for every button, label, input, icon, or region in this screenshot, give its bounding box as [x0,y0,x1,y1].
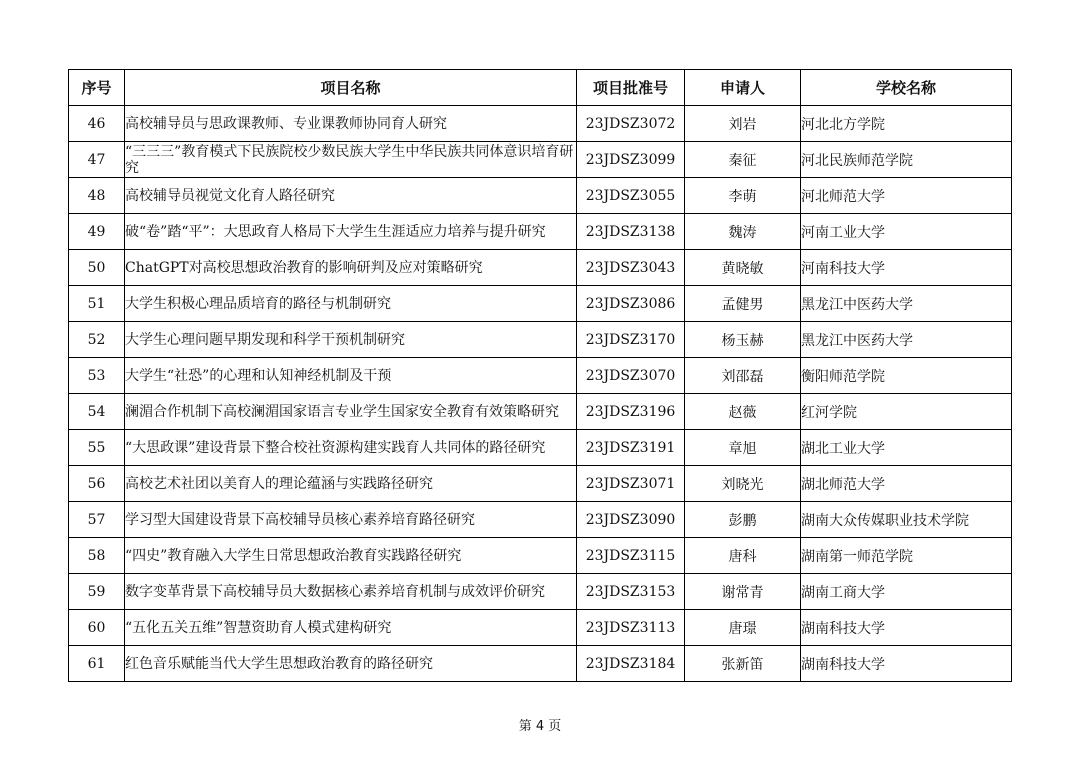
cell-title: 红色音乐赋能当代大学生思想政治教育的路径研究 [125,646,577,682]
cell-title: 高校辅导员视觉文化育人路径研究 [125,178,577,214]
cell-applicant: 章旭 [685,430,801,466]
cell-code: 23JDSZ3043 [577,250,685,286]
cell-school: 湖南大众传媒职业技术学院 [801,502,1012,538]
cell-applicant: 唐科 [685,538,801,574]
cell-applicant: 张新笛 [685,646,801,682]
cell-no: 54 [69,394,125,430]
cell-school: 红河学院 [801,394,1012,430]
cell-applicant: 秦征 [685,142,801,178]
cell-code: 23JDSZ3071 [577,466,685,502]
cell-no: 52 [69,322,125,358]
cell-school: 湖南工商大学 [801,574,1012,610]
cell-code: 23JDSZ3153 [577,574,685,610]
cell-no: 47 [69,142,125,178]
header-school: 学校名称 [801,70,1012,106]
cell-code: 23JDSZ3090 [577,502,685,538]
table-row [69,538,1012,574]
cell-title: 数字变革背景下高校辅导员大数据核心素养培育机制与成效评价研究 [125,574,577,610]
table-row [69,178,1012,214]
cell-applicant: 谢常青 [685,574,801,610]
table-row [69,322,1012,358]
cell-school: 湖南科技大学 [801,610,1012,646]
cell-no: 53 [69,358,125,394]
cell-applicant: 刘邵磊 [685,358,801,394]
cell-code: 23JDSZ3191 [577,430,685,466]
cell-title: 高校辅导员与思政课教师、专业课教师协同育人研究 [125,106,577,142]
table-row [69,286,1012,322]
cell-applicant: 杨玉赫 [685,322,801,358]
table-row [69,610,1012,646]
cell-applicant: 赵薇 [685,394,801,430]
page-number: 第 4 页 [518,719,562,734]
table-body [69,106,1012,682]
cell-no: 59 [69,574,125,610]
header-applicant: 申请人 [685,70,801,106]
cell-code: 23JDSZ3138 [577,214,685,250]
cell-code: 23JDSZ3196 [577,394,685,430]
cell-title: 学习型大国建设背景下高校辅导员核心素养培育路径研究 [125,502,577,538]
cell-title: 大学生“社恐”的心理和认知神经机制及干预 [125,358,577,394]
cell-no: 58 [69,538,125,574]
cell-applicant: 黄晓敏 [685,250,801,286]
cell-title: “四史”教育融入大学生日常思想政治教育实践路径研究 [125,538,577,574]
cell-applicant: 孟健男 [685,286,801,322]
cell-code: 23JDSZ3113 [577,610,685,646]
cell-code: 23JDSZ3055 [577,178,685,214]
cell-title: “三三三”教育模式下民族院校少数民族大学生中华民族共同体意识培育研究 [125,142,577,178]
cell-no: 50 [69,250,125,286]
cell-school: 湖南科技大学 [801,646,1012,682]
cell-school: 河北民族师范学院 [801,142,1012,178]
cell-no: 56 [69,466,125,502]
table-row [69,358,1012,394]
cell-applicant: 魏涛 [685,214,801,250]
cell-title: 澜湄合作机制下高校澜湄国家语言专业学生国家安全教育有效策略研究 [125,394,577,430]
cell-school: 衡阳师范学院 [801,358,1012,394]
cell-no: 55 [69,430,125,466]
header-no: 序号 [69,70,125,106]
cell-title: 高校艺术社团以美育人的理论蕴涵与实践路径研究 [125,466,577,502]
cell-title: 大学生积极心理品质培育的路径与机制研究 [125,286,577,322]
cell-title: ChatGPT对高校思想政治教育的影响研判及应对策略研究 [125,250,577,286]
table-row [69,250,1012,286]
cell-school: 河南工业大学 [801,214,1012,250]
cell-school: 黑龙江中医药大学 [801,286,1012,322]
cell-title: “五化五关五维”智慧资助育人模式建构研究 [125,610,577,646]
cell-no: 60 [69,610,125,646]
header-row [69,70,1012,106]
table-row [69,574,1012,610]
table-header [69,70,1012,106]
cell-no: 48 [69,178,125,214]
cell-applicant: 刘岩 [685,106,801,142]
cell-title: “大思政课”建设背景下整合校社资源构建实践育人共同体的路径研究 [125,430,577,466]
cell-applicant: 唐璟 [685,610,801,646]
cell-no: 57 [69,502,125,538]
table-row [69,430,1012,466]
cell-title: 破“卷”踏“平”：大思政育人格局下大学生生涯适应力培养与提升研究 [125,214,577,250]
cell-school: 湖北师范大学 [801,466,1012,502]
cell-title: 大学生心理问题早期发现和科学干预机制研究 [125,322,577,358]
cell-no: 46 [69,106,125,142]
table-row [69,646,1012,682]
cell-school: 湖北工业大学 [801,430,1012,466]
table-row [69,106,1012,142]
table-row [69,142,1012,178]
header-title: 项目名称 [125,70,577,106]
cell-code: 23JDSZ3170 [577,322,685,358]
cell-code: 23JDSZ3099 [577,142,685,178]
cell-no: 61 [69,646,125,682]
cell-code: 23JDSZ3086 [577,286,685,322]
cell-applicant: 刘晓光 [685,466,801,502]
cell-code: 23JDSZ3115 [577,538,685,574]
table-row [69,502,1012,538]
cell-code: 23JDSZ3070 [577,358,685,394]
cell-no: 51 [69,286,125,322]
project-list-table [68,69,1012,682]
cell-code: 23JDSZ3184 [577,646,685,682]
cell-no: 49 [69,214,125,250]
cell-school: 黑龙江中医药大学 [801,322,1012,358]
cell-school: 湖南第一师范学院 [801,538,1012,574]
table-row [69,394,1012,430]
cell-school: 河北北方学院 [801,106,1012,142]
table-row [69,214,1012,250]
cell-code: 23JDSZ3072 [577,106,685,142]
header-code: 项目批准号 [577,70,685,106]
cell-applicant: 李萌 [685,178,801,214]
table-row [69,466,1012,502]
cell-school: 河南科技大学 [801,250,1012,286]
cell-school: 河北师范大学 [801,178,1012,214]
cell-applicant: 彭鹏 [685,502,801,538]
